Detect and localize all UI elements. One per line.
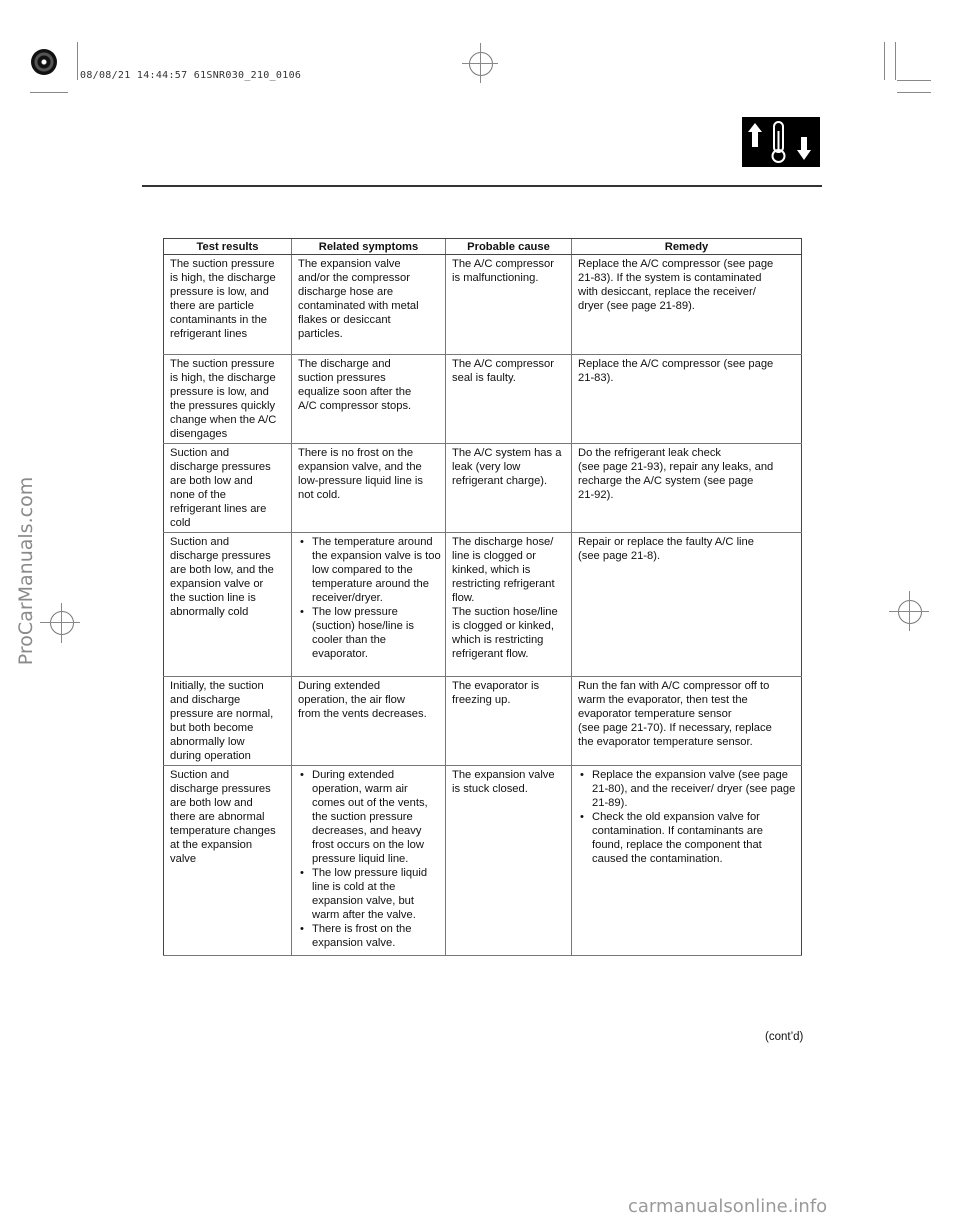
test-result-cell-line: discharge pressures <box>170 550 271 562</box>
crop-mark <box>480 43 481 83</box>
crop-mark <box>77 42 78 80</box>
symptoms-cell-line: discharge hose are <box>298 286 394 298</box>
symptoms-cell <box>292 355 446 444</box>
crop-mark <box>40 622 80 623</box>
remedy-cell-line: Run the fan with A/C compressor off to <box>578 680 770 692</box>
remedy-cell <box>572 766 802 956</box>
registration-mark <box>50 611 74 635</box>
test-result-cell-line: pressure are normal, <box>170 708 274 720</box>
probable-cause-cell-line: kinked, which is <box>452 564 531 576</box>
symptoms-cell-line: contaminated with metal <box>298 300 419 312</box>
test-result-cell-line: the pressures quickly <box>170 400 276 412</box>
symptoms-cell-line: The expansion valve <box>298 258 401 270</box>
table-header-row <box>164 239 802 255</box>
test-result-cell-line: none of the <box>170 489 226 501</box>
list-item: • There is frost on the expansion valve. <box>298 922 441 950</box>
registration-mark-filled <box>31 49 57 75</box>
remedy-cell-line: the evaporator temperature sensor. <box>578 736 753 748</box>
probable-cause-cell-line: The A/C compressor <box>452 258 554 270</box>
symptoms-cell-line: A/C compressor stops. <box>298 400 412 412</box>
remedy-cell-line: recharge the A/C system (see page <box>578 475 754 487</box>
test-result-cell-line: The suction pressure <box>170 258 275 270</box>
probable-cause-cell-line: which is restricting <box>452 634 544 646</box>
probable-cause-cell <box>446 444 572 533</box>
remedy-cell-line: evaporator temperature sensor <box>578 708 732 720</box>
test-result-cell-line: is high, the discharge <box>170 372 276 384</box>
test-result-cell-line: and discharge <box>170 694 241 706</box>
test-result-cell-line: discharge pressures <box>170 461 271 473</box>
probable-cause-cell <box>446 355 572 444</box>
probable-cause-cell-line: The A/C system has a <box>452 447 562 459</box>
symptoms-cell <box>292 766 446 956</box>
print-stamp: 08/08/21 14:44:57 61SNR030_210_0106 <box>80 70 302 81</box>
list-item: • The temperature around the expansion valve is too low compared to the temperature around the receiver/dryer. <box>298 535 441 605</box>
crop-mark <box>884 42 885 80</box>
test-result-cell-line: pressure is low, and <box>170 386 269 398</box>
symptoms-cell-line: and/or the compressor <box>298 272 410 284</box>
side-watermark: ProCarManuals.com <box>15 476 37 666</box>
table-row <box>164 533 802 677</box>
remedy-cell-line: dryer (see page 21-89). <box>578 300 695 312</box>
column-header: Related symptoms <box>292 239 446 255</box>
probable-cause-cell-line: The evaporator is <box>452 680 540 692</box>
registration-mark <box>469 52 493 76</box>
symptoms-cell-bullet-list <box>298 768 441 950</box>
test-result-cell-line: discharge pressures <box>170 783 271 795</box>
test-result-cell-line: Suction and <box>170 447 230 459</box>
probable-cause-cell-line: freezing up. <box>452 694 511 706</box>
probable-cause-cell-line: The A/C compressor <box>452 358 554 370</box>
list-item: • Check the old expansion valve for contamination. If contaminants are found, replace the component that caused the contamination. <box>578 810 797 866</box>
remedy-cell-line: Repair or replace the faulty A/C line <box>578 536 754 548</box>
remedy-cell-line: 21-83). <box>578 372 614 384</box>
table-row <box>164 444 802 533</box>
crop-mark <box>897 92 931 93</box>
test-result-cell-line: there are particle <box>170 300 254 312</box>
remedy-cell-line: Replace the A/C compressor (see page <box>578 358 774 370</box>
test-result-cell-line: change when the A/C <box>170 414 277 426</box>
remedy-cell-bullet-list <box>578 768 797 866</box>
test-result-cell-line: cold <box>170 517 191 529</box>
probable-cause-cell-line: seal is faulty. <box>452 372 516 384</box>
test-result-cell-line: the suction line is <box>170 592 256 604</box>
symptoms-cell <box>292 444 446 533</box>
remedy-cell-line: (see page 21-8). <box>578 550 661 562</box>
test-result-cell-line: The suction pressure <box>170 358 275 370</box>
probable-cause-cell-line: restricting refrigerant <box>452 578 555 590</box>
registration-mark <box>898 600 922 624</box>
remedy-cell <box>572 533 802 677</box>
remedy-cell-line: Replace the A/C compressor (see page <box>578 258 774 270</box>
test-result-cell-line: expansion valve or <box>170 578 264 590</box>
test-result-cell <box>164 677 292 766</box>
remedy-cell <box>572 444 802 533</box>
test-result-cell-line: during operation <box>170 750 251 762</box>
probable-cause-cell-line: line is clogged or <box>452 550 536 562</box>
thermometer-arrows-icon <box>742 117 820 167</box>
test-result-cell-line: pressure is low, and <box>170 286 269 298</box>
crop-mark <box>897 80 931 81</box>
probable-cause-cell <box>446 255 572 355</box>
probable-cause-cell-line: is stuck closed. <box>452 783 528 795</box>
test-result-cell-line: abnormally cold <box>170 606 249 618</box>
probable-cause-cell-line: refrigerant charge). <box>452 475 548 487</box>
symptoms-cell-line: equalize soon after the <box>298 386 412 398</box>
table-row <box>164 255 802 355</box>
probable-cause-cell-line: The expansion valve <box>452 769 555 781</box>
symptoms-cell-line: expansion valve, and the <box>298 461 422 473</box>
column-header: Test results <box>164 239 292 255</box>
symptoms-cell <box>292 533 446 677</box>
remedy-cell <box>572 677 802 766</box>
symptoms-cell-line: There is no frost on the <box>298 447 414 459</box>
test-result-cell-line: Suction and <box>170 536 230 548</box>
probable-cause-cell-line: is malfunctioning. <box>452 272 539 284</box>
symptoms-cell-line: operation, the air flow <box>298 694 405 706</box>
symptoms-cell-line: The discharge and <box>298 358 391 370</box>
symptoms-cell-bullet-list <box>298 535 441 661</box>
symptoms-cell-line: flakes or desiccant <box>298 314 391 326</box>
test-result-cell <box>164 444 292 533</box>
remedy-cell-line: (see page 21-70). If necessary, replace <box>578 722 772 734</box>
crop-mark <box>30 92 68 93</box>
symptoms-cell-line: from the vents decreases. <box>298 708 427 720</box>
remedy-cell-line: 21-83). If the system is contaminated <box>578 272 762 284</box>
symptoms-cell-line: During extended <box>298 680 381 692</box>
probable-cause-cell-line: is clogged or kinked, <box>452 620 554 632</box>
footer-watermark: carmanualsonline.info <box>628 1196 828 1217</box>
test-result-cell-line: contaminants in the <box>170 314 268 326</box>
test-result-cell <box>164 255 292 355</box>
list-item: • During extended operation, warm air comes out of the vents, the suction pressure decreases, and heavy frost occurs on the low pressure liquid line. <box>298 768 441 866</box>
test-result-cell <box>164 766 292 956</box>
test-result-cell-line: are both low and <box>170 797 253 809</box>
symptoms-cell-line: not cold. <box>298 489 341 501</box>
symptoms-cell-line: suction pressures <box>298 372 386 384</box>
remedy-cell-line: warm the evaporator, then test the <box>578 694 748 706</box>
test-result-cell-line: abnormally low <box>170 736 245 748</box>
probable-cause-cell-line: refrigerant flow. <box>452 648 529 660</box>
remedy-cell-line: 21-92). <box>578 489 614 501</box>
list-item: • The low pressure (suction) hose/line is cooler than the evaporator. <box>298 605 441 661</box>
test-result-cell <box>164 533 292 677</box>
probable-cause-cell-line: flow. <box>452 592 475 604</box>
test-result-cell-line: at the expansion <box>170 839 253 851</box>
test-result-cell-line: but both become <box>170 722 254 734</box>
column-header: Remedy <box>572 239 802 255</box>
remedy-cell-line: with desiccant, replace the receiver/ <box>578 286 756 298</box>
crop-mark <box>909 591 910 631</box>
test-result-cell-line: valve <box>170 853 197 865</box>
test-result-cell-line: temperature changes <box>170 825 276 837</box>
header-rule <box>142 185 822 187</box>
crop-mark <box>61 603 62 643</box>
list-item: • The low pressure liquid line is cold at the expansion valve, but warm after the valve. <box>298 866 441 922</box>
table-row <box>164 677 802 766</box>
table-row <box>164 355 802 444</box>
column-header: Probable cause <box>446 239 572 255</box>
crop-mark <box>895 42 896 80</box>
test-result-cell-line: refrigerant lines are <box>170 503 267 515</box>
test-result-cell-line: are both low and <box>170 475 253 487</box>
test-result-cell-line: Suction and <box>170 769 230 781</box>
symptoms-cell <box>292 677 446 766</box>
remedy-cell <box>572 255 802 355</box>
probable-cause-cell <box>446 766 572 956</box>
probable-cause-cell-line: The suction hose/line <box>452 606 558 618</box>
probable-cause-cell <box>446 677 572 766</box>
test-result-cell-line: refrigerant lines <box>170 328 248 340</box>
symptoms-cell-line: particles. <box>298 328 343 340</box>
test-result-cell-line: disengages <box>170 428 228 440</box>
symptoms-cell-line: low-pressure liquid line is <box>298 475 423 487</box>
continued-label: (cont’d) <box>765 1031 804 1043</box>
thermometer-arrows-icon-graphic <box>742 117 820 167</box>
remedy-cell <box>572 355 802 444</box>
troubleshooting-table <box>163 238 802 956</box>
symptoms-cell <box>292 255 446 355</box>
probable-cause-cell-line: leak (very low <box>452 461 521 473</box>
table-row <box>164 766 802 956</box>
test-result-cell <box>164 355 292 444</box>
test-result-cell-line: is high, the discharge <box>170 272 276 284</box>
test-result-cell-line: are both low, and the <box>170 564 274 576</box>
probable-cause-cell-line: The discharge hose/ <box>452 536 554 548</box>
remedy-cell-line: (see page 21-93), repair any leaks, and <box>578 461 774 473</box>
test-result-cell-line: there are abnormal <box>170 811 265 823</box>
list-item: • Replace the expansion valve (see page 21-80), and the receiver/ dryer (see page 21-89). <box>578 768 797 810</box>
probable-cause-cell <box>446 533 572 677</box>
test-result-cell-line: Initially, the suction <box>170 680 264 692</box>
remedy-cell-line: Do the refrigerant leak check <box>578 447 722 459</box>
